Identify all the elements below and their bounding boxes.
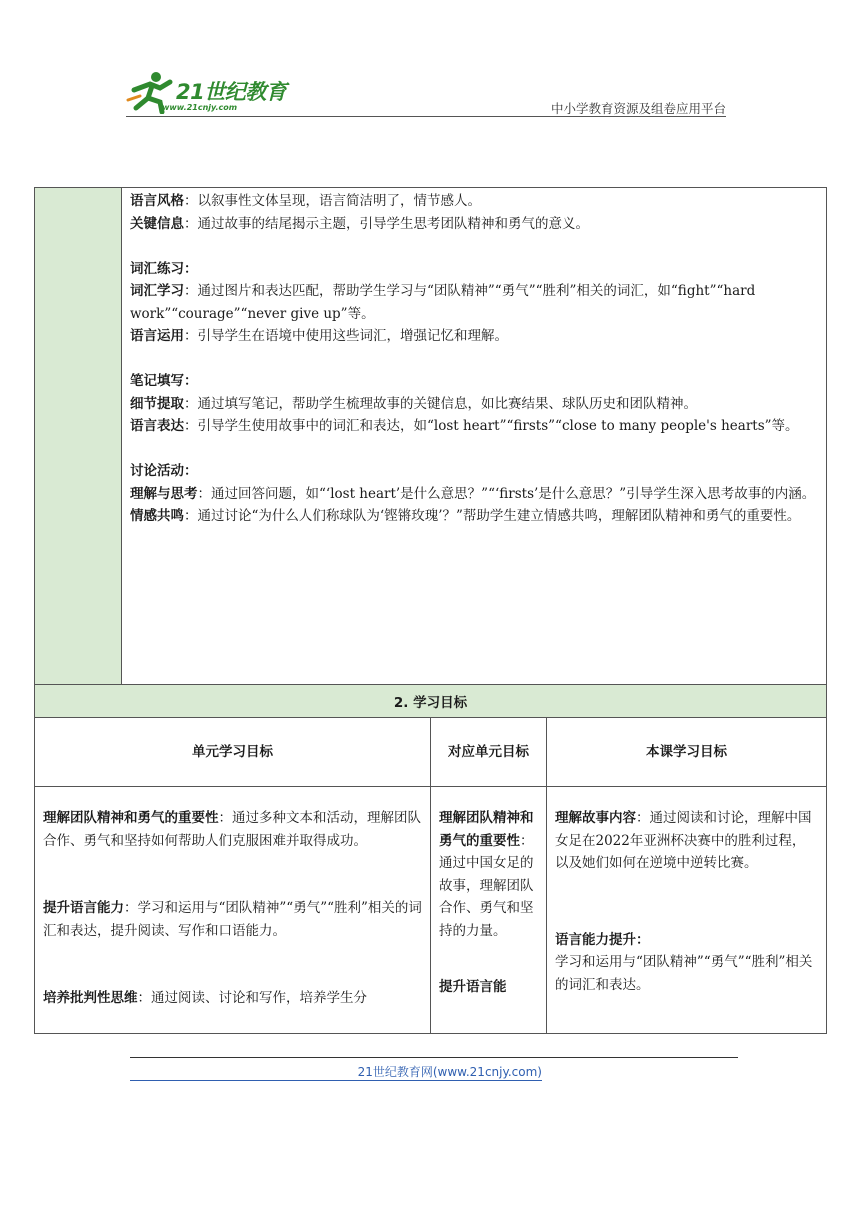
para-label: 语言运用 — [130, 328, 184, 344]
col-header-matching-goals: 对应单元目标 — [431, 718, 547, 787]
para-label: 词汇学习 — [130, 283, 184, 299]
footer-divider — [130, 1057, 738, 1058]
platform-name: 中小学教育资源及组卷应用平台 — [550, 101, 726, 116]
goal-label: 理解团队精神和勇气的重要性 — [439, 810, 534, 849]
para-label: 细节提取 — [130, 395, 184, 412]
unit-goal-2 — [43, 897, 422, 942]
content-para-4 — [130, 325, 818, 348]
col-header-unit-goals: 单元学习目标 — [35, 718, 431, 787]
content-para-7 — [130, 483, 818, 506]
lesson-goal-1 — [555, 807, 818, 875]
content-para-1 — [130, 190, 818, 213]
para-text: ：引导学生使用故事中的词汇和表达，如“lost heart”“firsts”“close to many people's hearts”等。 — [184, 418, 799, 434]
lesson-goals-cell — [547, 787, 827, 1034]
para-text: ：通过图片和表达匹配，帮助学生学习与“团队精神”“勇气”“胜利”相关的词汇，如“fight”“hard work”“courage”“never give up”等。 — [130, 283, 756, 322]
para-text: ：通过回答问题，如“‘lost heart’是什么意思？”“‘firsts’是什么意思？”引导学生深入思考故事的内涵。 — [197, 485, 816, 502]
matching-goal-1 — [439, 807, 538, 942]
content-para-8 — [130, 505, 818, 528]
goal-colon: ： — [636, 931, 650, 948]
goal-text: ：通过多种文本和活动，理解团队合作、勇气和坚持如何帮助人们克服困难并取得成功。 — [43, 810, 421, 849]
para-label: 关键信息 — [130, 215, 184, 232]
content-cell — [122, 188, 827, 685]
section-title: 2. 学习目标 — [35, 685, 827, 718]
header-divider — [126, 116, 726, 117]
para-text: ：通过填写笔记，帮助学生梳理故事的关键信息，如比赛结果、球队历史和团队精神。 — [184, 395, 697, 412]
content-para-5 — [130, 393, 818, 416]
logo-url: www.21cnjy.com — [162, 103, 238, 112]
logo-text: 21世纪教育 — [176, 80, 287, 104]
unit-goals-cell — [35, 787, 431, 1034]
content-para-3 — [130, 280, 818, 325]
para-text: ：引导学生在语境中使用这些词汇，增强记忆和理解。 — [184, 328, 508, 344]
content-para-2 — [130, 213, 818, 236]
matching-goals-cell — [431, 787, 547, 1034]
section-heading-vocab: 词汇练习： — [130, 260, 198, 277]
para-label: 语言表达 — [130, 418, 184, 434]
goal-label: 语言能力提升 — [555, 931, 636, 948]
goal-label: 理解团队精神和勇气的重要性 — [43, 810, 219, 826]
goal-label: 提升语言能力 — [43, 900, 124, 916]
content-row — [35, 188, 827, 685]
page-header — [126, 70, 726, 118]
content-para-6 — [130, 415, 818, 438]
lesson-goal-2-text: 学习和运用与“团队精神”“勇气”“胜利”相关的词汇和表达。 — [555, 954, 813, 993]
goal-text: ：学习和运用与“团队精神”“勇气”“胜利”相关的词汇和表达，提升阅读、写作和口语能力。 — [43, 900, 422, 939]
goal-label: 培养批判性思维 — [43, 990, 138, 1006]
goals-row — [35, 787, 827, 1034]
matching-goal-2: 提升语言能 — [439, 979, 507, 995]
para-label: 情感共鸣 — [130, 508, 184, 524]
logo — [126, 70, 296, 116]
lesson-goal-2-title — [555, 929, 818, 952]
para-label: 语言风格 — [130, 193, 184, 209]
col-header-lesson-goals: 本课学习目标 — [547, 718, 827, 787]
section-title-row — [35, 685, 827, 718]
para-text: ：通过故事的结尾揭示主题，引导学生思考团队精神和勇气的意义。 — [184, 215, 589, 232]
goal-text: ：通过中国女足的故事，理解团队合作、勇气和坚持的力量。 — [439, 832, 534, 939]
goal-text: ：通过阅读和讨论，理解中国女足在2022年亚洲杯决赛中的胜利过程，以及她们如何在逆境中逆转比赛。 — [555, 810, 812, 871]
goal-label: 理解故事内容 — [555, 810, 636, 826]
unit-goal-1 — [43, 807, 422, 852]
section-heading-notes: 笔记填写： — [130, 373, 198, 389]
para-text: ：以叙事性文体呈现，语言简洁明了，情节感人。 — [184, 193, 481, 209]
para-label: 理解与思考 — [130, 485, 198, 502]
table-header-row — [35, 718, 827, 787]
section-heading-discussion: 讨论活动： — [130, 463, 198, 479]
lesson-table — [34, 187, 827, 1034]
footer-link[interactable]: 21世纪教育网(www.21cnjy.com) — [130, 1065, 542, 1081]
goal-text: ：通过阅读、讨论和写作，培养学生分 — [137, 990, 367, 1006]
unit-goal-3 — [43, 987, 422, 1010]
side-label-cell — [35, 188, 122, 685]
para-text: ：通过讨论“为什么人们称球队为‘铿锵玫瑰’？”帮助学生建立情感共鸣，理解团队精神和勇气的重要性。 — [184, 508, 801, 524]
